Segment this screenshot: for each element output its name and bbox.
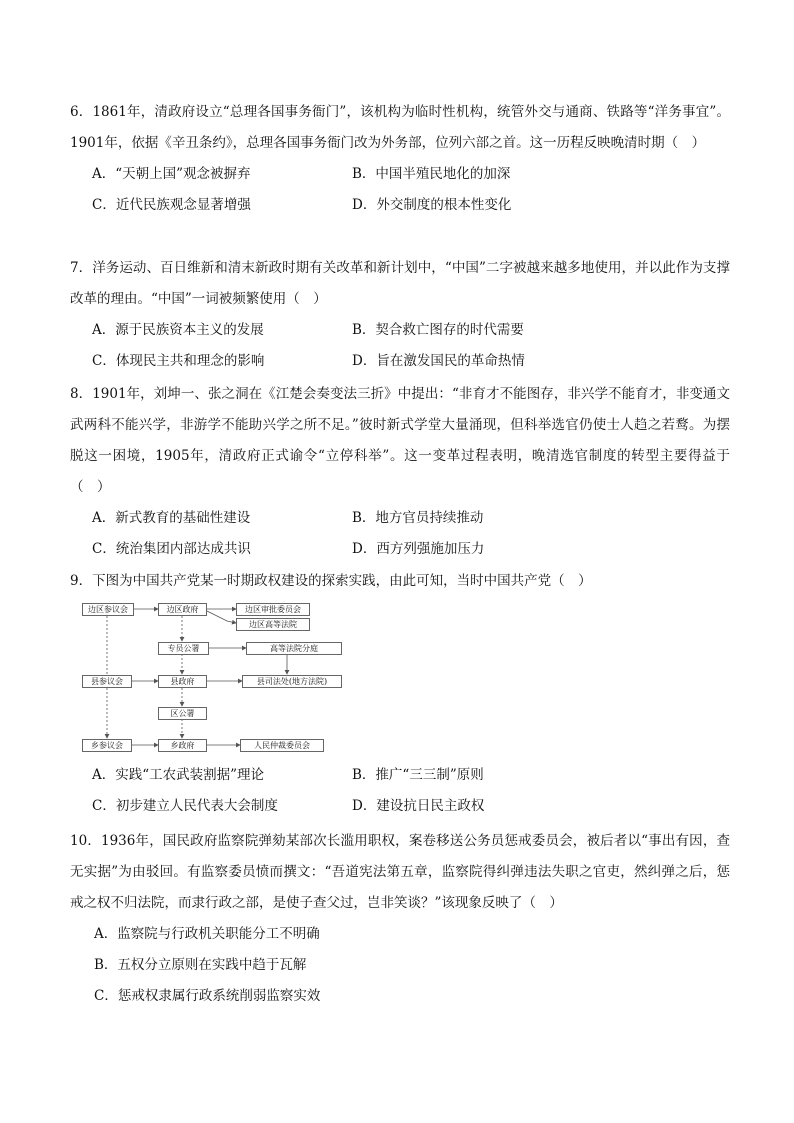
node-border-government: 边区政府	[158, 603, 207, 616]
option-d[interactable]: D．外交制度的根本性变化	[352, 197, 512, 213]
node-district-office: 区公署	[158, 707, 207, 720]
option-b[interactable]: B．推广“三三制”原则	[352, 767, 484, 783]
option-c[interactable]: C．体现民主共和理念的影响	[92, 353, 265, 369]
question-6	[70, 97, 730, 221]
node-county-council: 县参议会	[82, 675, 132, 688]
question-7	[70, 253, 730, 377]
node-commissioner-office: 专员公署	[158, 642, 209, 655]
option-d[interactable]: D．旨在激发国民的革命热情	[352, 353, 525, 369]
option-b[interactable]: B．五权分立原则在实践中趋于瓦解	[94, 957, 307, 973]
node-border-high-court: 边区高等法院	[236, 618, 310, 631]
question-9	[70, 566, 730, 597]
option-b[interactable]: B．地方官员持续推动	[352, 510, 484, 526]
question-stem: 9．下图为中国共产党某一时期政权建设的探索实践，由此可知，当时中国共产党（ ）	[70, 573, 592, 589]
option-a[interactable]: A．监察院与行政机关职能分工不明确	[94, 926, 320, 942]
node-mediation-committee: 人民仲裁委员会	[240, 739, 324, 752]
node-county-judicial-office: 县司法处(地方法院)	[242, 675, 342, 688]
option-a[interactable]: A．新式教育的基础性建设	[92, 510, 251, 526]
option-c[interactable]: C．近代民族观念显著增强	[92, 197, 251, 213]
options	[70, 760, 730, 822]
node-township-government: 乡政府	[158, 739, 207, 752]
question-stem: 6．1861年，清政府设立“总理各国事务衙门”，该机构为临时性机构，统管外交与通商、铁路等“洋务事宜”。1901年，依据《辛丑条约》，总理各国事务衙门改为外务部，位列六部之首。这一历程反映晚清时期（ ）	[70, 104, 730, 151]
question-10	[70, 826, 730, 1012]
option-a[interactable]: A．“天朝上国”观念被摒弃	[92, 166, 251, 182]
question-stem: 10．1936年，国民政府监察院弹劾某部次长滥用职权，案卷移送公务员惩戒委员会，被后者以“事出有因，查无实据”为由驳回。有监察委员愤而撰文：“吾道宪法第五章，监察院得纠弹违法失职之官吏，然纠弹之后，惩戒之权不归法院，而隶行政之部，是使子查父过，岂非笑谈？”该现象反映了（ ）	[70, 833, 730, 911]
options	[70, 503, 730, 565]
option-d[interactable]: D．西方列强施加压力	[352, 541, 485, 557]
options	[70, 919, 730, 1012]
option-d[interactable]: D．建设抗日民主政权	[352, 798, 485, 814]
question-stem: 7．洋务运动、百日维新和清末新政时期有关改革和新计划中，“中国”二字被越来越多地使用，并以此作为支撑改革的理由。“中国”一词被频繁使用（ ）	[70, 260, 730, 307]
option-b[interactable]: B．契合救亡图存的时代需要	[352, 322, 524, 338]
option-b[interactable]: B．中国半殖民地化的加深	[352, 166, 511, 182]
node-high-court-branch: 高等法院分庭	[246, 642, 342, 655]
option-c[interactable]: C．统治集团内部达成共识	[92, 541, 251, 557]
question-9-options	[70, 760, 730, 822]
question-stem: 8．1901年，刘坤一、张之洞在《江楚会奏变法三折》中提出：“非育才不能图存，非兴学不能育才，非变通文武两科不能兴学，非游学不能助兴学之所不足。”彼时新式学堂大量涌现，但科举选官仍使士人趋之若鹜。为摆脱这一困境，1905年，清政府正式谕令“立停科举”。这一变革过程表明，晚清选官制度的转型主要得益于（ ）	[70, 386, 730, 495]
node-border-council: 边区参议会	[82, 603, 134, 616]
option-c[interactable]: C．初步建立人民代表大会制度	[92, 798, 278, 814]
node-township-council: 乡参议会	[82, 739, 132, 752]
options	[70, 159, 730, 221]
option-c[interactable]: C．惩戒权隶属行政系统削弱监察实效	[94, 988, 321, 1004]
option-a[interactable]: A．实践“工农武装割据”理论	[92, 767, 265, 783]
question-8	[70, 379, 730, 565]
node-border-review-committee: 边区审批委员会	[236, 603, 310, 616]
government-structure-diagram	[82, 598, 344, 754]
node-county-government: 县政府	[158, 675, 207, 688]
options	[70, 315, 730, 377]
option-a[interactable]: A．源于民族资本主义的发展	[92, 322, 264, 338]
